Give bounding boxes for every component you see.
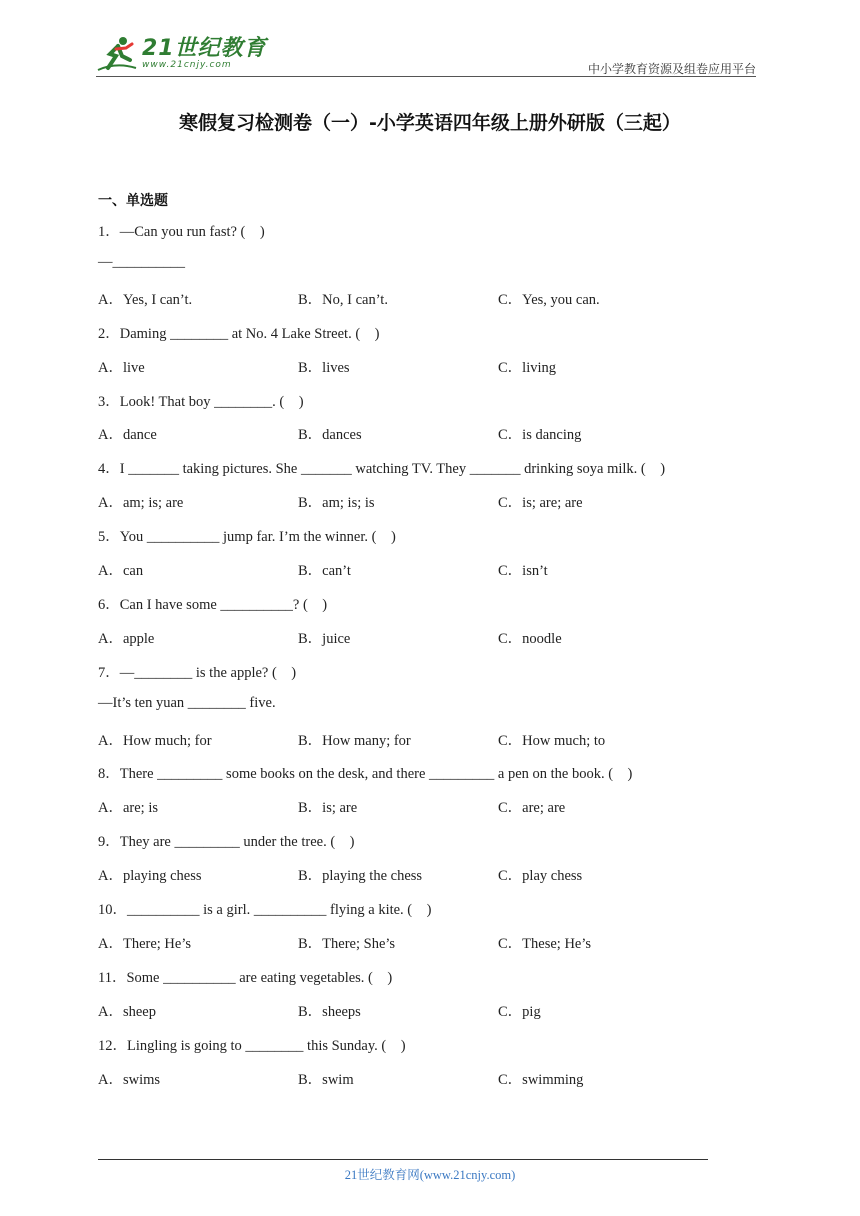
platform-label: 中小学教育资源及组卷应用平台: [587, 62, 756, 76]
answer-option[interactable]: B．dances: [298, 427, 362, 444]
answer-option[interactable]: B．can’t: [298, 563, 351, 579]
question-stem: 9．They are _________ under the tree. ( ): [98, 834, 355, 851]
answer-option[interactable]: A．dance: [98, 427, 157, 444]
answer-option[interactable]: B．playing the chess: [298, 868, 423, 885]
answer-option[interactable]: C．How much; to: [498, 732, 606, 749]
header-divider: [96, 76, 756, 77]
answer-option[interactable]: A．apple: [98, 630, 155, 647]
answer-option[interactable]: A．There; He’s: [98, 935, 192, 952]
answer-option[interactable]: B．lives: [298, 359, 350, 376]
answer-option[interactable]: B．There; She’s: [298, 935, 396, 952]
question-extra-line: —It’s ten yuan ________ five.: [98, 694, 276, 711]
answer-option[interactable]: C．are; are: [498, 800, 566, 817]
answer-option[interactable]: A．can: [98, 563, 144, 579]
logo-url-text: www.21cnjy.com: [142, 59, 232, 70]
question-stem: 12．Lingling is going to ________ this Sunday. ( ): [98, 1037, 406, 1054]
page-title: 寒假复习检测卷（一）-小学英语四年级上册外研版（三起）: [179, 112, 681, 134]
answer-option[interactable]: C．is; are; are: [498, 495, 583, 512]
answer-option[interactable]: C．is dancing: [498, 427, 582, 444]
question-stem: 11．Some __________ are eating vegetables. ( ): [98, 969, 393, 986]
answer-option[interactable]: C．swimming: [498, 1071, 584, 1088]
answer-option[interactable]: C．These; He’s: [498, 935, 592, 952]
answer-option[interactable]: B．is; are: [298, 800, 358, 817]
question-stem: 4．I _______ taking pictures. She _______ watching TV. They _______ drinking soya milk. ( ): [98, 461, 666, 478]
answer-option[interactable]: A．sheep: [98, 1003, 156, 1020]
answer-option[interactable]: B．How many; for: [298, 732, 411, 749]
question-extra-line: —__________: [98, 253, 185, 270]
answer-option[interactable]: A．live: [98, 359, 145, 376]
question-stem: 2．Daming ________ at No. 4 Lake Street. ( ): [98, 325, 380, 342]
answer-option[interactable]: B．sheeps: [298, 1003, 361, 1020]
answer-option[interactable]: A．Yes, I can’t.: [98, 291, 193, 308]
question-stem: 5．You __________ jump far. I’m the winner. ( ): [98, 529, 396, 546]
section-title: 一、单选题: [98, 193, 168, 209]
answer-option[interactable]: C．pig: [498, 1003, 541, 1020]
site-logo[interactable]: [96, 34, 267, 74]
question-stem: 10．__________ is a girl. __________ flying a kite. ( ): [98, 902, 432, 918]
question-stem: 1．—Can you run fast? ( ): [98, 224, 265, 240]
question-stem: 8．There _________ some books on the desk, and there _________ a pen on the book. ( ): [98, 766, 633, 783]
answer-option[interactable]: C．living: [498, 359, 557, 376]
page-header: [96, 30, 756, 78]
answer-option[interactable]: B．swim: [298, 1071, 354, 1088]
answer-option[interactable]: C．play chess: [498, 868, 583, 885]
question-stem: 7．—________ is the apple? ( ): [98, 664, 297, 681]
answer-option[interactable]: A．are; is: [98, 800, 158, 817]
answer-option[interactable]: A．How much; for: [98, 732, 212, 749]
footer-divider: [98, 1159, 708, 1160]
logo-main-text: 21世纪教育: [142, 35, 267, 61]
answer-option[interactable]: C．isn’t: [498, 563, 548, 579]
answer-option[interactable]: C．Yes, you can.: [498, 291, 600, 308]
answer-option[interactable]: B．juice: [298, 630, 351, 647]
footer-link[interactable]: 21世纪教育网(www.21cnjy.com): [344, 1168, 516, 1182]
answer-option[interactable]: A．swims: [98, 1071, 161, 1088]
answer-option[interactable]: B．No, I can’t.: [298, 291, 388, 308]
answer-option[interactable]: C．noodle: [498, 630, 562, 647]
answer-option[interactable]: B．am; is; is: [298, 495, 375, 512]
question-stem: 3．Look! That boy ________. ( ): [98, 393, 304, 410]
answer-option[interactable]: A．playing chess: [98, 868, 202, 885]
answer-option[interactable]: A．am; is; are: [98, 495, 184, 512]
question-stem: 6．Can I have some __________? ( ): [98, 596, 328, 613]
runner-logo-icon: [96, 34, 138, 74]
